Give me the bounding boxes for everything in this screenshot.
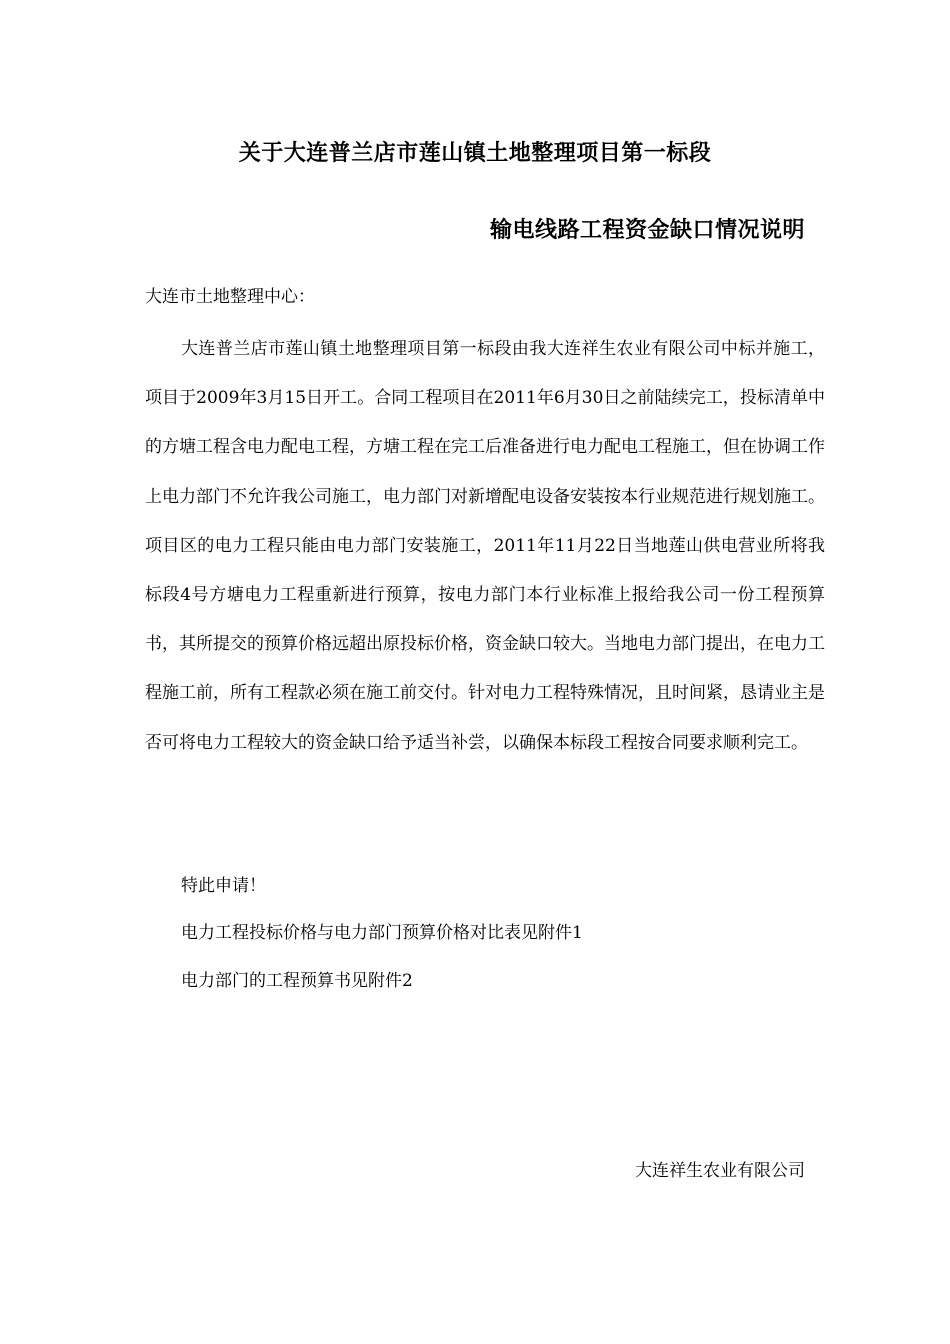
closing-line: 特此申请！ (181, 876, 266, 896)
attachment-1: 电力工程投标价格与电力部门预算价格对比表见附件1 (181, 923, 583, 943)
title-line-1: 关于大连普兰店市莲山镇土地整理项目第一标段 (238, 140, 712, 166)
signature: 大连祥生农业有限公司 (635, 1161, 805, 1181)
title-line-2: 输电线路工程资金缺口情况说明 (489, 217, 805, 243)
attachment-2: 电力部门的工程预算书见附件2 (181, 971, 413, 991)
salutation: 大连市土地整理中心： (145, 287, 315, 307)
body-paragraph: 大连普兰店市莲山镇土地整理项目第一标段由我大连祥生农业有限公司中标并施工，项目于2009年3月15日开工。合同工程项目在2011年6月30日之前陆续完工，投标清单中的方塘工程含电力配电工程，方塘工程在完工后准备进行电力配电工程施工，但在协调工作上电力部门不允许我公司施工，电力部门对新增配电设备安装按本行业规范进行规划施工。项目区的电力工程只能由电力部门安装施工，2011年11月22日当地莲山供电营业所将我标段4号方塘电力工程重新进行预算，按电力部门本行业标准上报给我公司一份工程预算书，其所提交的预算价格远超出原投标价格，资金缺口较大。当地电力部门提出，在电力工程施工前，所有工程款必须在施工前交付。针对电力工程特殊情况，且时间紧，恳请业主是否可将电力工程较大的资金缺口给予适当补尝，以确保本标段工程按合同要求顺利完工。 (145, 339, 825, 753)
